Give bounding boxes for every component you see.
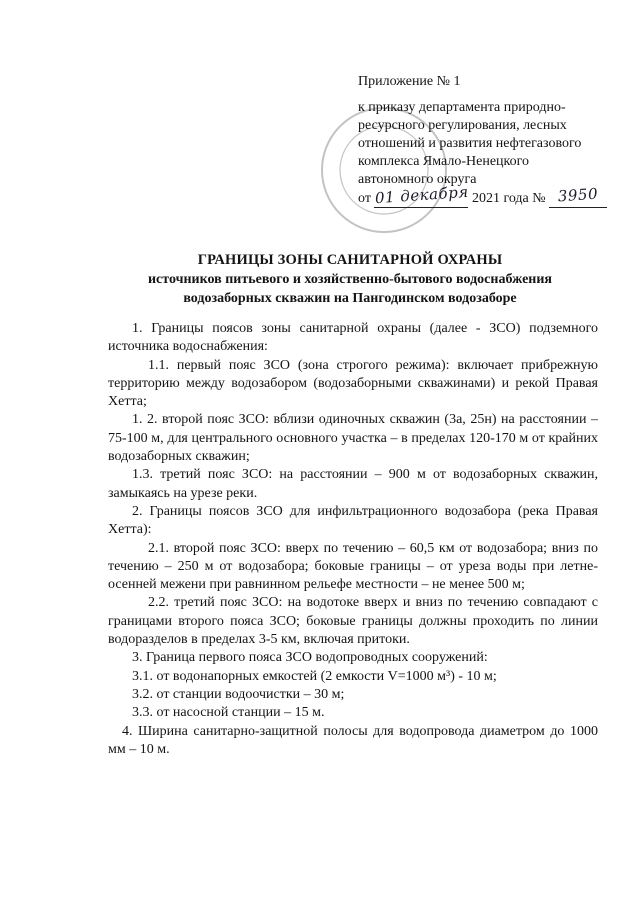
paragraph: 2.2. третий пояс ЗСО: на водотоке вверх и вниз по течению совпадают с границами второго пояса ЗСО; боковые границы должны проходить по линии водоразделов в пределах 3-5 км, включая притоки. xyxy=(108,595,598,648)
appendix-line: ресурсного регулирования, лесных xyxy=(358,118,567,133)
paragraph: 1. 2. второй пояс ЗСО: вблизи одиночных скважин (3а, 25н) на расстоянии – 75-100 м, для центрального основного участка – в пределах 120-170 м от крайних водозаборных скважин; xyxy=(108,412,598,465)
handwritten-number: 3950 xyxy=(557,184,599,206)
paragraph: 1.3. третий пояс ЗСО: на расстоянии – 900 м от водозаборных скважин, замыкаясь на урезе реки. xyxy=(108,467,598,501)
appendix-line: отношений и развития нефтегазового xyxy=(358,136,582,151)
paragraph: 2. Границы поясов ЗСО для инфильтрационного водозабора (река Правая Хетта): xyxy=(108,503,598,538)
paragraph: 3.2. от станции водоочистки – 30 м; xyxy=(132,686,345,702)
heading-subtitle: источников питьевого и хозяйственно-бытового водоснабжения xyxy=(147,272,552,287)
appendix-title: Приложение № 1 xyxy=(358,74,461,89)
appendix-line: к приказу департамента природно- xyxy=(358,100,566,115)
handwritten-date: 01 декабря xyxy=(373,182,469,208)
handwritten-date-field xyxy=(373,182,469,208)
paragraph: 1. Границы поясов зоны санитарной охраны (далее - ЗСО) подземного источника водоснабжения: xyxy=(108,321,598,355)
appendix-line: комплекса Ямало-Ненецкого xyxy=(358,154,530,169)
date-prefix: от xyxy=(358,191,371,206)
paragraph: 3.1. от водонапорных емкостей (2 емкости V=1000 м³) - 10 м; xyxy=(132,668,497,684)
appendix-header xyxy=(358,73,620,208)
document-body xyxy=(108,320,598,759)
appendix-date-line xyxy=(358,182,620,208)
paragraph: 4. Ширина санитарно-защитной полосы для водопровода диаметром до 1000 мм – 10 м. xyxy=(108,723,598,757)
heading-subtitle: водозаборных скважин на Пангодинском водозаборе xyxy=(183,291,517,306)
appendix-line: автономного округа xyxy=(358,172,477,187)
paragraph: 2.1. второй пояс ЗСО: вверх по течению – 60,5 км от водозабора; вниз по течению – 250 м от водозабора; боковые границы – от уреза воды при летне-осенней межени при равнинном рельефе местности – не менее 500 м; xyxy=(108,540,598,593)
document-heading xyxy=(100,251,600,308)
handwritten-number-field xyxy=(549,184,607,208)
year-text: 2021 года № xyxy=(471,191,546,206)
paragraph: 1.1. первый пояс ЗСО (зона строгого режима): включает прибрежную территорию между водозабором (водозаборными скважинами) и рекой Правая Хетта; xyxy=(108,357,598,410)
heading-title: ГРАНИЦЫ ЗОНЫ САНИТАРНОЙ ОХРАНЫ xyxy=(197,252,503,268)
paragraph: 3.3. от насосной станции – 15 м. xyxy=(132,705,325,721)
paragraph: 3. Граница первого пояса ЗСО водопроводных сооружений: xyxy=(132,650,488,666)
